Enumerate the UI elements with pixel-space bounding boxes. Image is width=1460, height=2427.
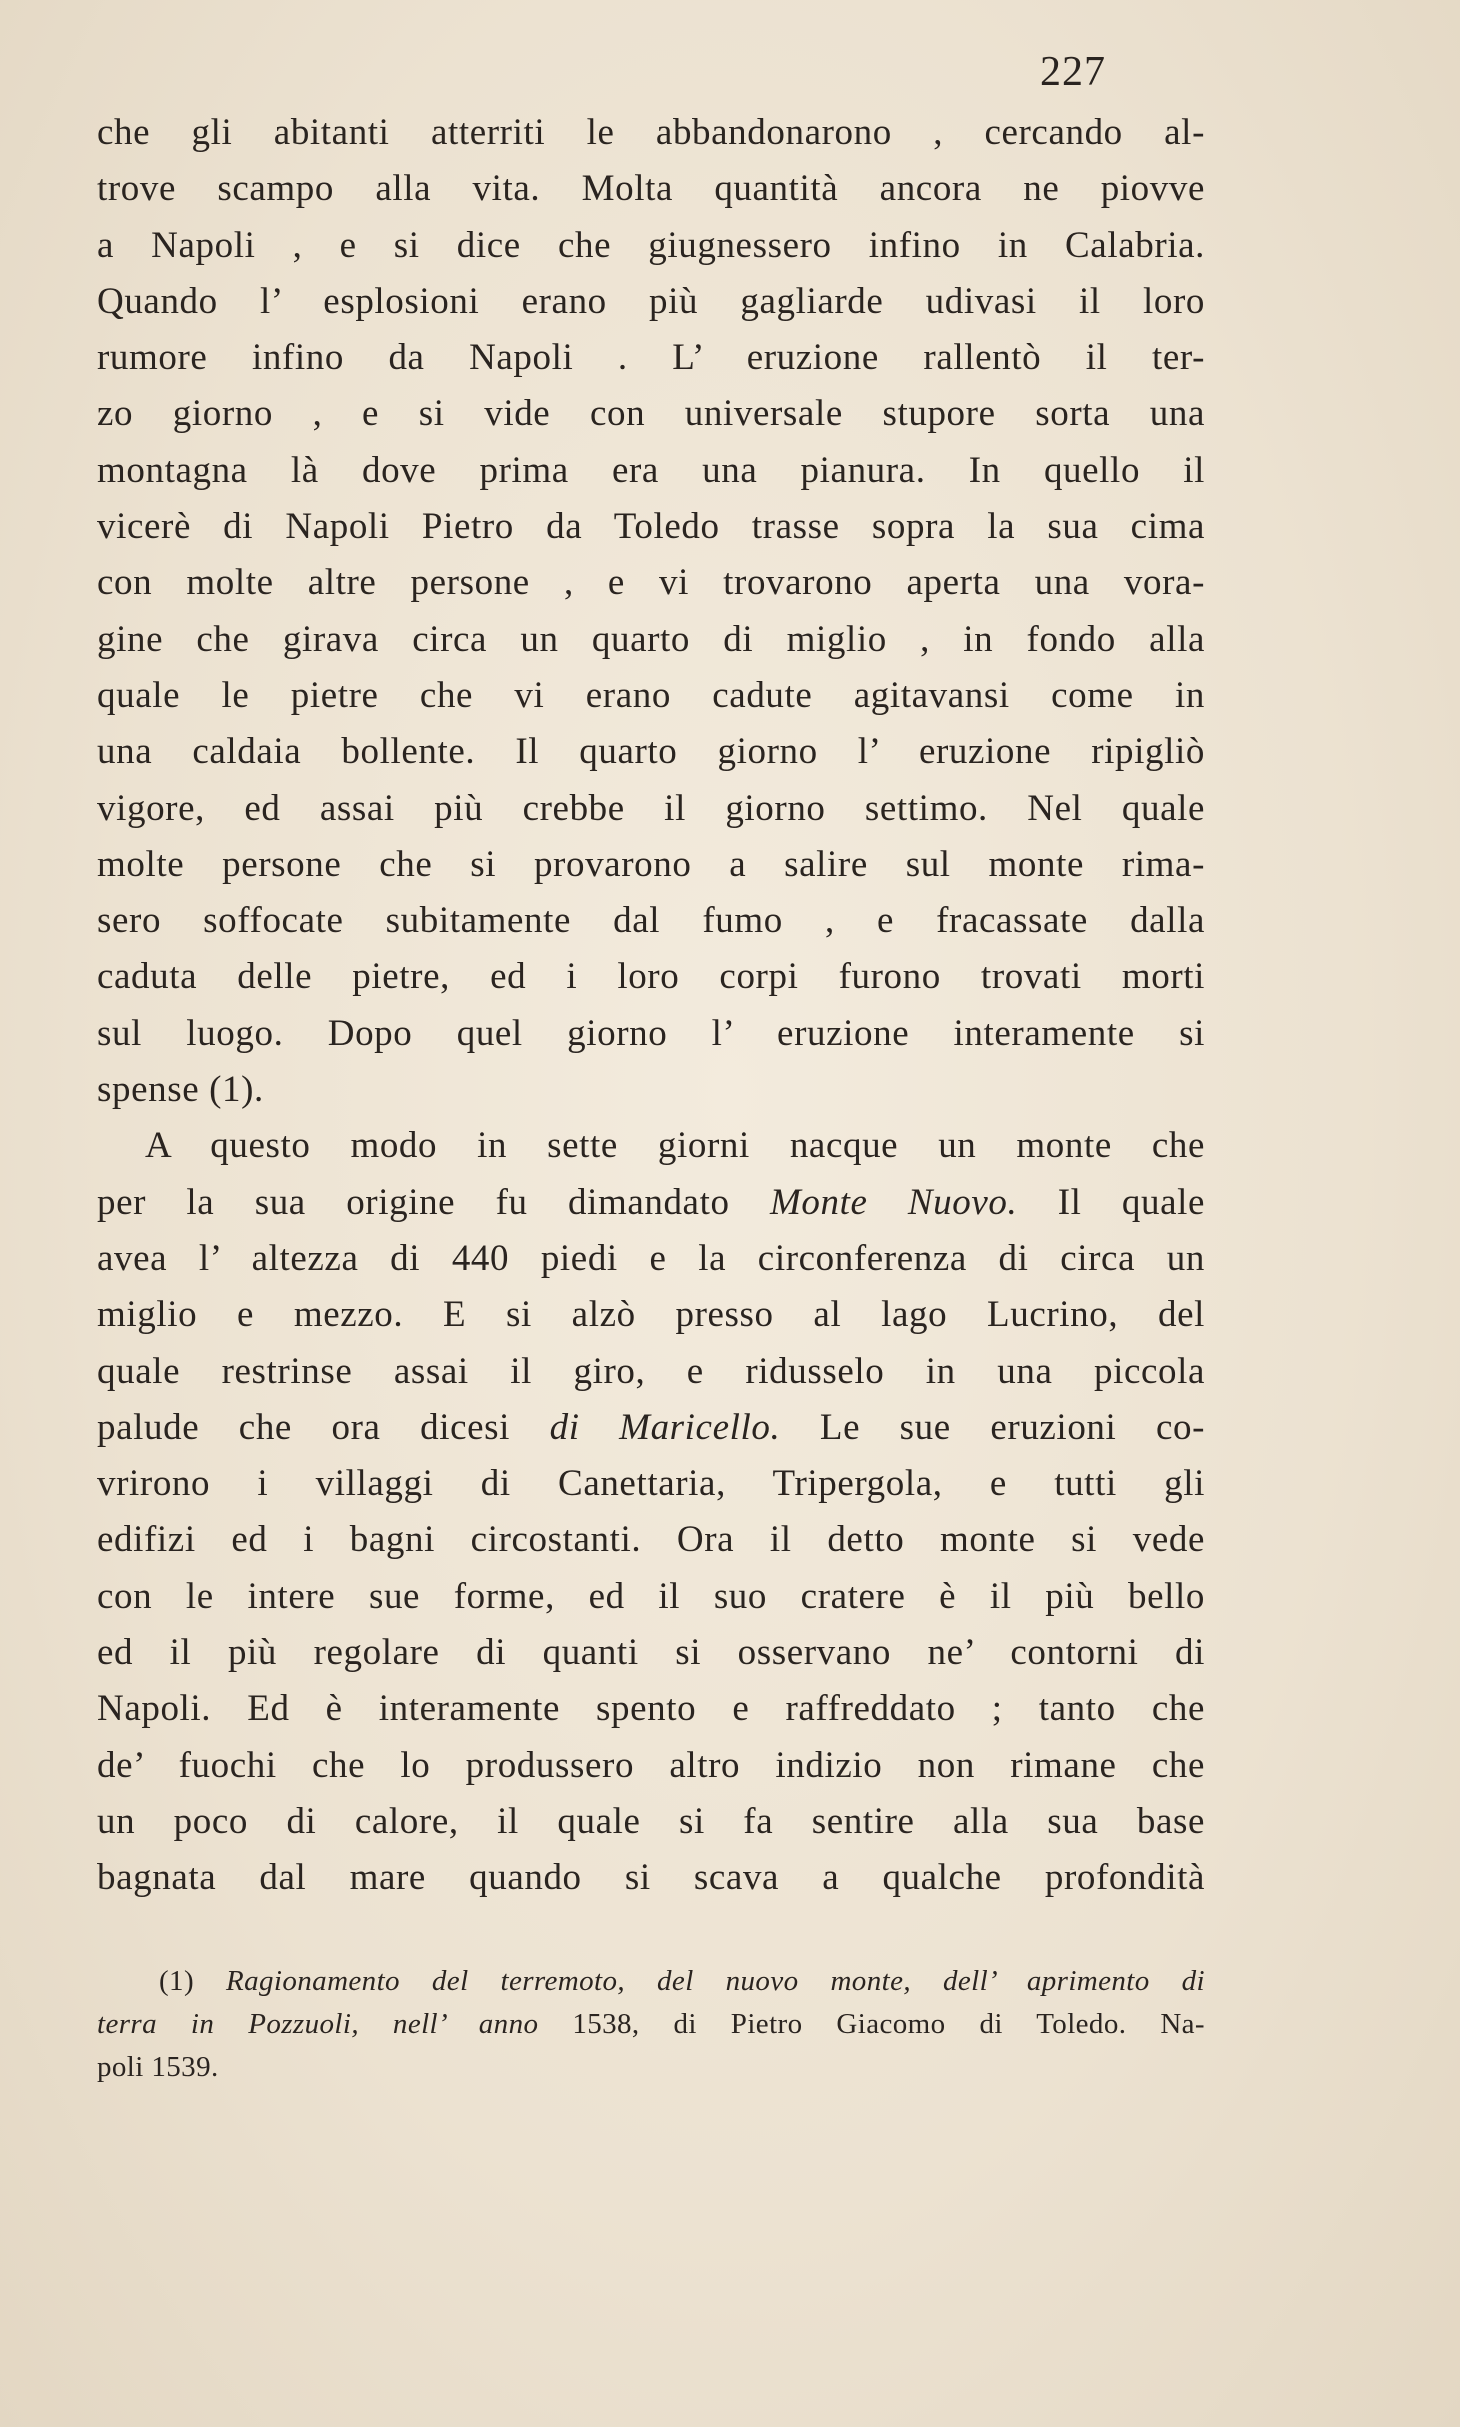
text-line-with-italic	[97, 1400, 1205, 1456]
text-span: Il quale	[1057, 1181, 1206, 1223]
text-line: ed il più regolare di quanti si osservano ne’ contorni di	[97, 1632, 1205, 1674]
text-line: caduta delle pietre, ed i loro corpi furono trovati morti	[97, 956, 1205, 998]
footnote-title: Ragionamento del terremoto, del nuovo monte, dell’ aprimento di	[226, 1965, 1205, 1997]
text-line: zo giorno , e si vide con universale stupore sorta una	[97, 393, 1205, 435]
main-text	[97, 105, 1205, 1907]
page-number: 227	[1040, 49, 1106, 95]
text-line: a Napoli , e si dice che giugnessero infino in Calabria.	[97, 224, 1205, 266]
text-line: montagna là dove prima era una pianura. In quello il	[97, 449, 1205, 491]
italic-place-name: di Maricello.	[549, 1406, 781, 1448]
text-line: Quando l’ esplosioni erano più gagliarde udivasi il loro	[97, 280, 1205, 322]
footnote-line: poli 1539.	[97, 2051, 219, 2083]
footnote	[97, 1960, 1205, 2089]
text-span: Le sue eruzioni co-	[819, 1406, 1206, 1448]
text-line: quale restrinse assai il giro, e ridusselo in una piccola	[97, 1350, 1205, 1392]
text-line: con le intere sue forme, ed il suo cratere è il più bello	[97, 1575, 1205, 1617]
text-line: con molte altre persone , e vi trovarono aperta una vora-	[97, 562, 1205, 604]
text-line: quale le pietre che vi erano cadute agitavansi come in	[97, 674, 1205, 716]
text-line: avea l’ altezza di 440 piedi e la circonferenza di circa un	[97, 1237, 1205, 1279]
text-line: una caldaia bollente. Il quarto giorno l’ eruzione ripigliò	[97, 731, 1205, 773]
text-line: sul luogo. Dopo quel giorno l’ eruzione interamente si	[97, 1012, 1205, 1054]
footnote-marker: (1)	[159, 1965, 195, 1997]
text-line: molte persone che si provarono a salire sul monte rima-	[97, 843, 1205, 885]
footnote-line	[97, 1960, 1205, 2003]
text-line: sero soffocate subitamente dal fumo , e fracassate dalla	[97, 900, 1205, 942]
text-line: vigore, ed assai più crebbe il giorno settimo. Nel quale	[97, 787, 1205, 829]
text-line: rumore infino da Napoli . L’ eruzione rallentò il ter-	[97, 337, 1205, 379]
text-line: A questo modo in sette giorni nacque un monte che	[145, 1125, 1205, 1167]
text-line: trove scampo alla vita. Molta quantità ancora ne piovve	[97, 168, 1205, 210]
text-line: che gli abitanti atterriti le abbandonarono , cercando al-	[97, 112, 1205, 153]
footnote-title-cont: terra in Pozzuoli, nell’ anno	[97, 2008, 539, 2040]
text-span: palude che ora dicesi	[97, 1406, 511, 1448]
text-line: gine che girava circa un quarto di miglio , in fondo alla	[97, 618, 1205, 660]
text-line: de’ fuochi che lo produssero altro indizio non rimane che	[97, 1744, 1205, 1786]
footnote-line	[97, 2003, 1205, 2046]
text-line: edifizi ed i bagni circostanti. Ora il detto monte si vede	[97, 1519, 1205, 1561]
text-line: un poco di calore, il quale si fa sentire alla sua base	[97, 1800, 1205, 1842]
footnote-text: 1538, di Pietro Giacomo di Toledo. Na-	[572, 2008, 1205, 2040]
text-line: vrirono i villaggi di Canettaria, Tripergola, e tutti gli	[97, 1463, 1205, 1505]
text-line: Napoli. Ed è interamente spento e raffreddato ; tanto che	[97, 1688, 1205, 1730]
text-line: vicerè di Napoli Pietro da Toledo trasse sopra la sua cima	[97, 506, 1205, 548]
italic-place-name: Monte Nuovo.	[769, 1181, 1018, 1223]
text-line: bagnata dal mare quando si scava a qualche profondità	[97, 1857, 1205, 1899]
text-line-with-italic	[97, 1175, 1205, 1231]
text-span: per la sua origine fu dimandato	[97, 1181, 730, 1223]
text-line: miglio e mezzo. E si alzò presso al lago Lucrino, del	[97, 1294, 1205, 1336]
text-line: spense (1).	[97, 1069, 264, 1111]
